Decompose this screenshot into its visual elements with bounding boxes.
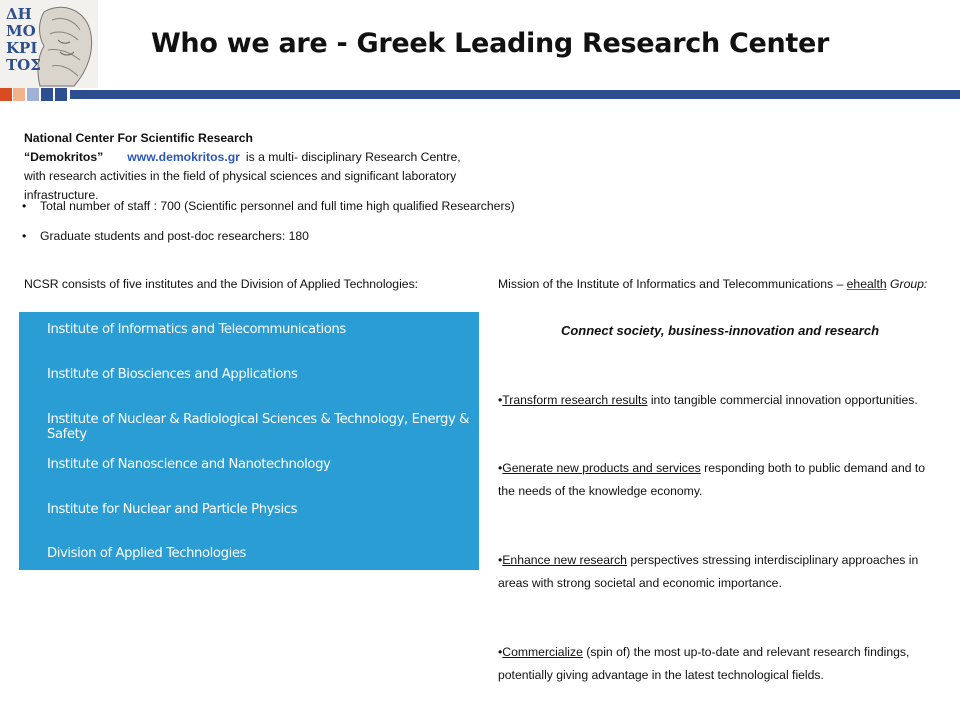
logo-lettering bbox=[6, 6, 40, 74]
institute-item: Institute of Nanoscience and Nanotechnology bbox=[47, 457, 331, 472]
institute-item: Institute for Nuclear and Particle Physics bbox=[47, 502, 298, 517]
bullet-text: Total number of staff : 700 (Scientific personnel and full time high qualified Researchers) bbox=[40, 199, 515, 213]
accent-square bbox=[55, 88, 67, 101]
mission-item: •Commercialize (spin of) the most up-to-date and relevant research findings, potentially giving advantage in the latest technological fields. bbox=[498, 645, 910, 682]
mission-item-lead: Generate new products and services bbox=[502, 461, 701, 475]
header-divider-bar bbox=[0, 88, 960, 101]
institute-item: Institute of Nuclear & Radiological Sciences & Technology, Energy & Safety bbox=[47, 412, 470, 442]
institute-item: Institute of Biosciences and Applications bbox=[47, 367, 298, 382]
logo-line: ΔΗ bbox=[6, 5, 32, 23]
institute-item: Division of Applied Technologies bbox=[47, 546, 247, 561]
demokritos-logo bbox=[0, 0, 98, 88]
accent-square bbox=[0, 88, 12, 101]
mission-item-lead: Commercialize bbox=[502, 645, 583, 659]
logo-line: ΜΟ bbox=[6, 22, 36, 40]
mission-item-text: into tangible commercial innovation opportunities. bbox=[650, 393, 918, 407]
org-name: National Center For Scientific Research “Demokritos” bbox=[24, 131, 253, 164]
mission-heading-prefix: Mission of the Institute of Informatics and Telecommunications – bbox=[498, 277, 844, 291]
logo-line: ΤΟΣ bbox=[6, 56, 41, 74]
description-rest: disciplinary Research Centre, with research activities in the field of physical sciences and significant laboratory infrastructure. bbox=[24, 150, 461, 202]
mission-item-lead: Enhance new research bbox=[502, 553, 627, 567]
accent-square bbox=[13, 88, 25, 101]
list-item bbox=[24, 199, 515, 213]
accent-square bbox=[41, 88, 53, 101]
institutes-panel bbox=[19, 312, 479, 570]
mission-item: •Enhance new research perspectives stressing interdisciplinary approaches in areas with strong societal and economic importance. bbox=[498, 553, 919, 590]
mission-item-text: responding both to public demand and to the needs of the knowledge economy. bbox=[498, 461, 926, 498]
bullet-text: Graduate students and post-doc researchers: 180 bbox=[40, 229, 309, 243]
mission-heading-suffix: Group: bbox=[890, 277, 928, 291]
mission-item-lead: Transform research results bbox=[502, 393, 648, 407]
mission-heading bbox=[498, 277, 927, 291]
accent-square bbox=[27, 88, 39, 101]
blue-bar bbox=[70, 90, 960, 99]
mission-item: •Transform research results into tangible commercial innovation opportunities. bbox=[498, 393, 918, 407]
mission-tagline: Connect society, business-innovation and research bbox=[560, 323, 880, 338]
list-item bbox=[24, 229, 309, 243]
mission-item: •Generate new products and services responding both to public demand and to the needs of the knowledge economy. bbox=[498, 461, 926, 498]
slide-title: Who we are - Greek Leading Research Center bbox=[150, 28, 830, 59]
mission-item-text: (spin of) the most up-to-date and relevant research findings, potentially giving advantage in the latest technological fields. bbox=[498, 645, 910, 682]
ncsr-line: NCSR consists of five institutes and the Division of Applied Technologies: bbox=[24, 277, 419, 291]
institute-item: Institute of Informatics and Telecommunications bbox=[47, 322, 346, 337]
description-first: is a multi- bbox=[245, 150, 299, 164]
logo-line: ΚΡΙ bbox=[6, 39, 38, 57]
mission-item-text: perspectives stressing interdisciplinary approaches in areas with strong societal and economic importance. bbox=[498, 553, 919, 590]
mission-heading-group: ehealth bbox=[846, 277, 887, 291]
website-link[interactable]: www.demokritos.gr bbox=[127, 150, 240, 164]
intro-paragraph bbox=[24, 129, 479, 205]
